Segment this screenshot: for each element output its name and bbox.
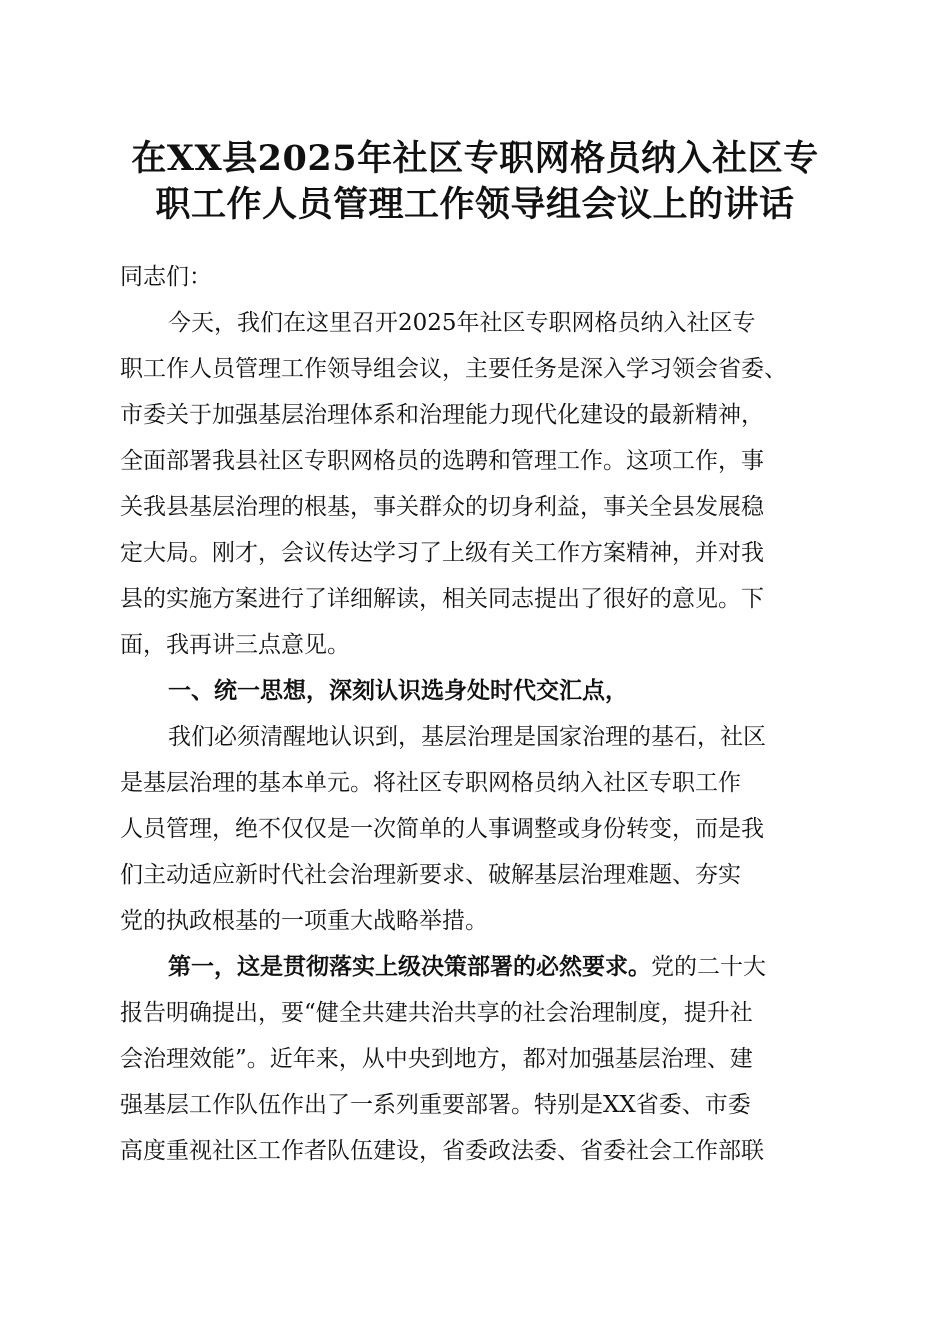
text-line: [120, 944, 834, 990]
salutation: 同志们：: [120, 264, 212, 290]
text-line: 报告明确提出，要“健全共建共治共享的社会治理制度，提升社: [120, 1000, 753, 1026]
text-line: 职工作人员管理工作领导组会议，主要任务是深入学习领会省委、: [120, 356, 787, 382]
section-heading-1: 一、统一思想，深刻认识选身处时代交汇点，: [168, 678, 628, 704]
paragraph-3: [120, 944, 834, 1174]
text-line: 县的实施方案进行了详细解读，相关同志提出了很好的意见。下: [120, 586, 764, 612]
paragraph-2: [120, 714, 834, 944]
text-line: 面，我再讲三点意见。: [120, 632, 350, 658]
text-line: 全面部署我县社区专职网格员的选聘和管理工作。这项工作，事: [120, 448, 764, 474]
text-run: 党的二十大: [651, 954, 766, 980]
text-line: 高度重视社区工作者队伍建设，省委政法委、省委社会工作部联: [120, 1138, 764, 1164]
text-line: 市委关于加强基层治理体系和治理能力现代化建设的最新精神，: [120, 402, 764, 428]
text-line: 是基层治理的基本单元。将社区专职网格员纳入社区专职工作: [120, 770, 741, 796]
text-line: 人员管理，绝不仅仅是一次简单的人事调整或身份转变，而是我: [120, 816, 764, 842]
text-line: 党的执政根基的一项重大战略举措。: [120, 908, 488, 934]
title-line-1: 在XX县2025年社区专职网格员纳入社区专: [131, 138, 819, 179]
subheading-lead: 第一，这是贯彻落实上级决策部署的必然要求。: [168, 953, 651, 980]
text-line: 会治理效能”。近年来，从中央到地方，都对加强基层治理、建: [120, 1046, 753, 1072]
text-line: 定大局。刚才，会议传达学习了上级有关工作方案精神，并对我: [120, 540, 764, 566]
title-line-2: 职工作人员管理工作领导组会议上的讲话: [155, 184, 795, 225]
text-line: 今天，我们在这里召开2025年社区专职网格员纳入社区专: [168, 310, 756, 336]
document-title: [100, 136, 850, 228]
document-body: [120, 254, 834, 1174]
paragraph-1: [120, 300, 834, 668]
text-line: 关我县基层治理的根基，事关群众的切身利益，事关全县发展稳: [120, 494, 764, 520]
text-line: 们主动适应新时代社会治理新要求、破解基层治理难题、夯实: [120, 862, 741, 888]
text-line: 我们必须清醒地认识到，基层治理是国家治理的基石，社区: [168, 724, 766, 750]
text-line: 强基层工作队伍作出了一系列重要部署。特别是XX省委、市委: [120, 1092, 751, 1118]
